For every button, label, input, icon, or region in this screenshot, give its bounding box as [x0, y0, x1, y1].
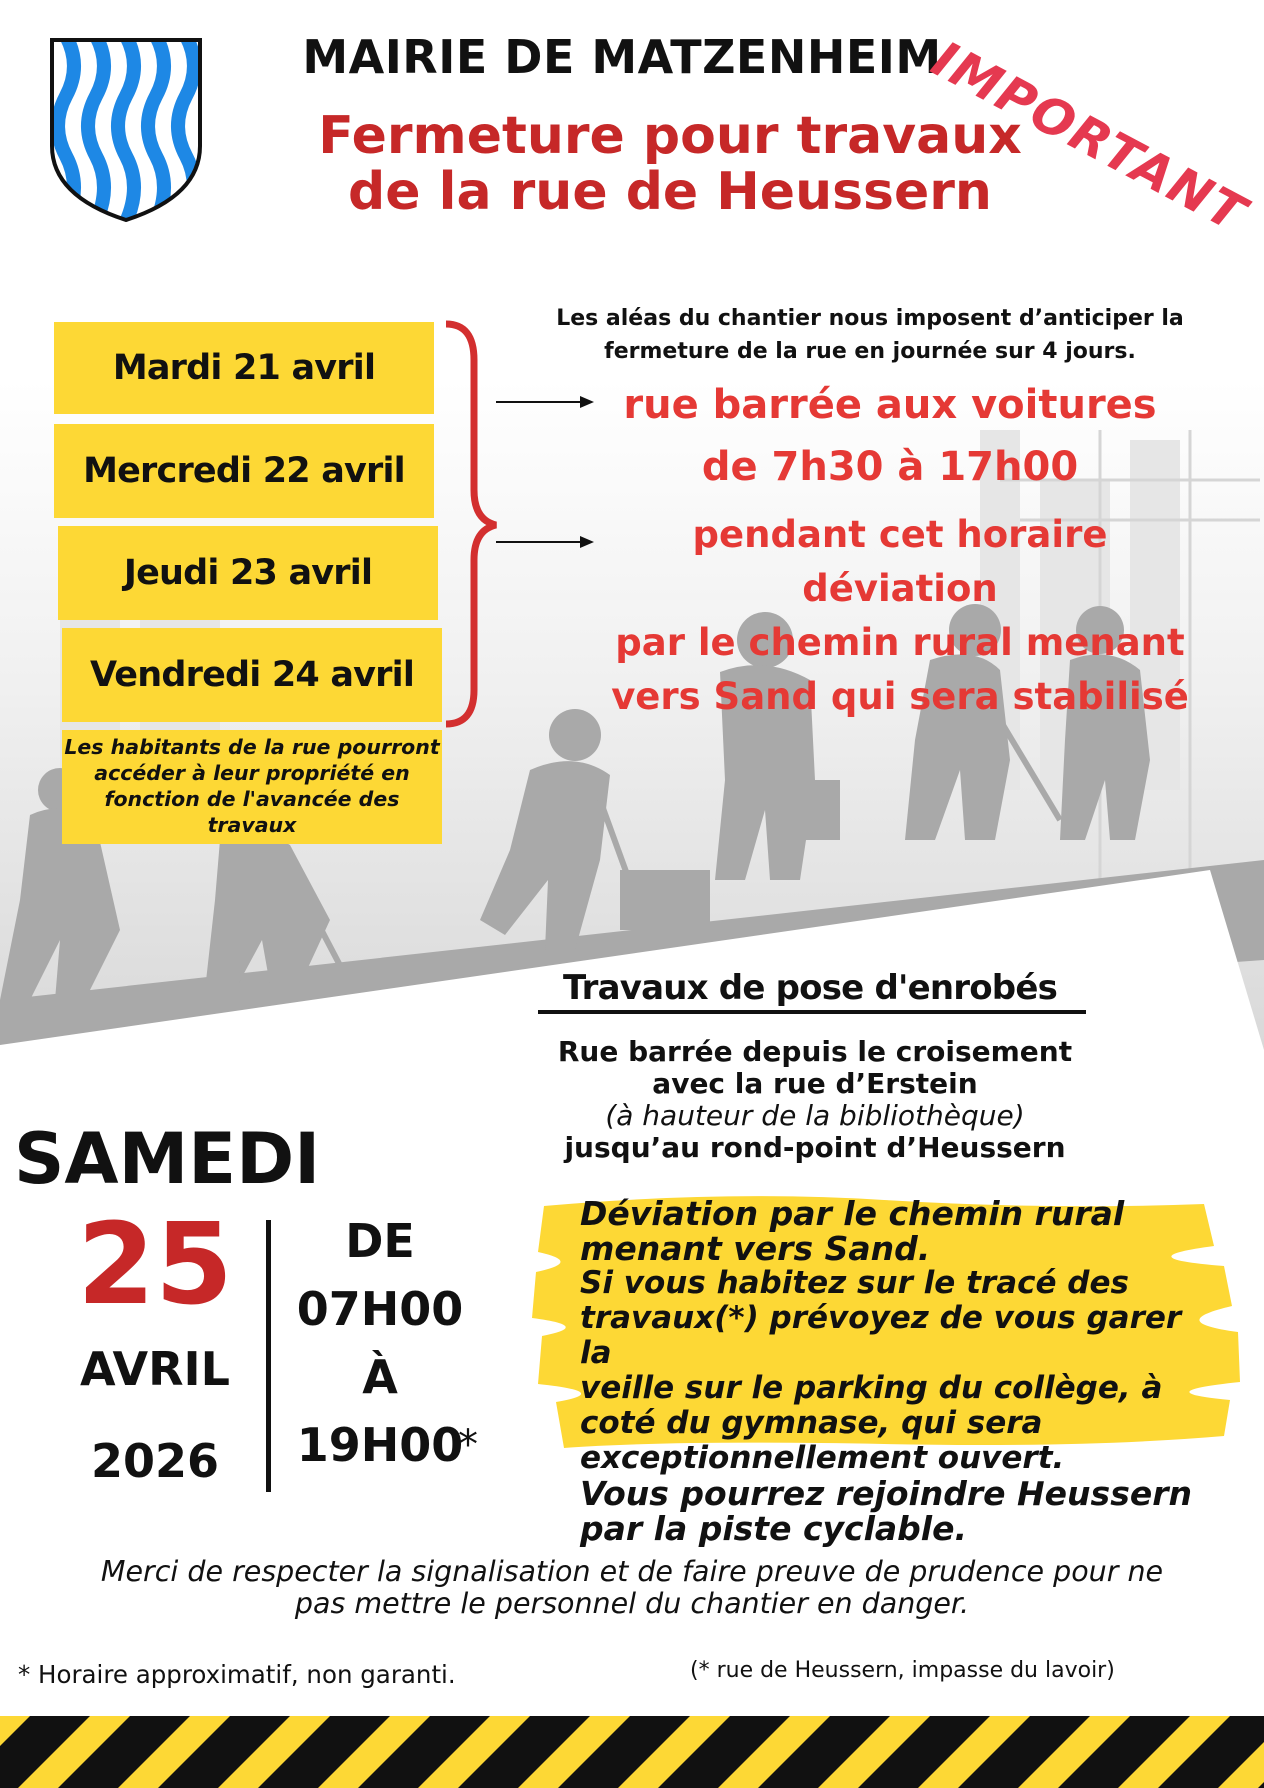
- important-stamp: IMPORTANT: [922, 30, 1257, 244]
- saturday-year: 2026: [90, 1434, 220, 1488]
- page-subtitle: Fermeture pour travaux de la rue de Heussern: [318, 106, 1022, 222]
- works-title: Travaux de pose d'enrobés: [562, 968, 1058, 1008]
- from-time: 07H00: [296, 1282, 464, 1336]
- works-title-underline: [538, 1010, 1086, 1014]
- detour-text: pendant cet horaire déviation par le chemin rural menant vers Sand qui sera stabilisé: [611, 513, 1189, 718]
- weekday-box-thursday: Jeudi 23 avril: [58, 526, 438, 620]
- weekday-box-tuesday: Mardi 21 avril: [54, 322, 434, 414]
- closure-text: rue barrée aux voitures de 7h30 à 17h00: [623, 382, 1157, 490]
- page-title: MAIRIE DE MATZENHEIM: [302, 30, 942, 84]
- from-label: DE: [345, 1214, 415, 1268]
- saturday-date: 25: [77, 1200, 233, 1330]
- deviation-text: Déviation par le chemin rural menant vers Sand. Si vous habitez sur le tracé des travaux(*) prévoyez de vous garer la veille sur le parking du collège, à coté du gymnase, qui sera exceptionnellement ouvert. Vous pourrez rejoindre Heussern par la piste cyclable.: [580, 1194, 1192, 1548]
- road-closure-text: Rue barrée depuis le croisement avec la rue d’Erstein (à hauteur de la bibliothèque) jusqu’au rond-point d’Heussern: [557, 1035, 1073, 1164]
- hazard-stripe-banner: [0, 1716, 1264, 1788]
- safety-message: Merci de respecter la signalisation et de faire preuve de prudence pour ne pas mettre le personnel du chantier en danger.: [100, 1555, 1164, 1620]
- saturday-label: SAMEDI: [14, 1118, 321, 1200]
- weekday-box-friday: Vendredi 24 avril: [62, 628, 442, 722]
- footnote-schedule: * Horaire approximatif, non garanti.: [18, 1660, 456, 1689]
- residents-note: Les habitants de la rue pourront accéder à leur propriété en fonction de l'avancée des travaux: [62, 730, 442, 844]
- saturday-month: AVRIL: [80, 1342, 230, 1396]
- to-label: À: [362, 1350, 398, 1404]
- to-time: 19H00 *: [296, 1418, 478, 1472]
- footnote-streets: (* rue de Heussern, impasse du lavoir): [690, 1658, 1115, 1683]
- divider: [266, 1220, 271, 1492]
- weekday-box-wednesday: Mercredi 22 avril: [54, 424, 434, 518]
- intro-text: Les aléas du chantier nous imposent d’anticiper la fermeture de la rue en journée sur 4 jours.: [556, 306, 1184, 364]
